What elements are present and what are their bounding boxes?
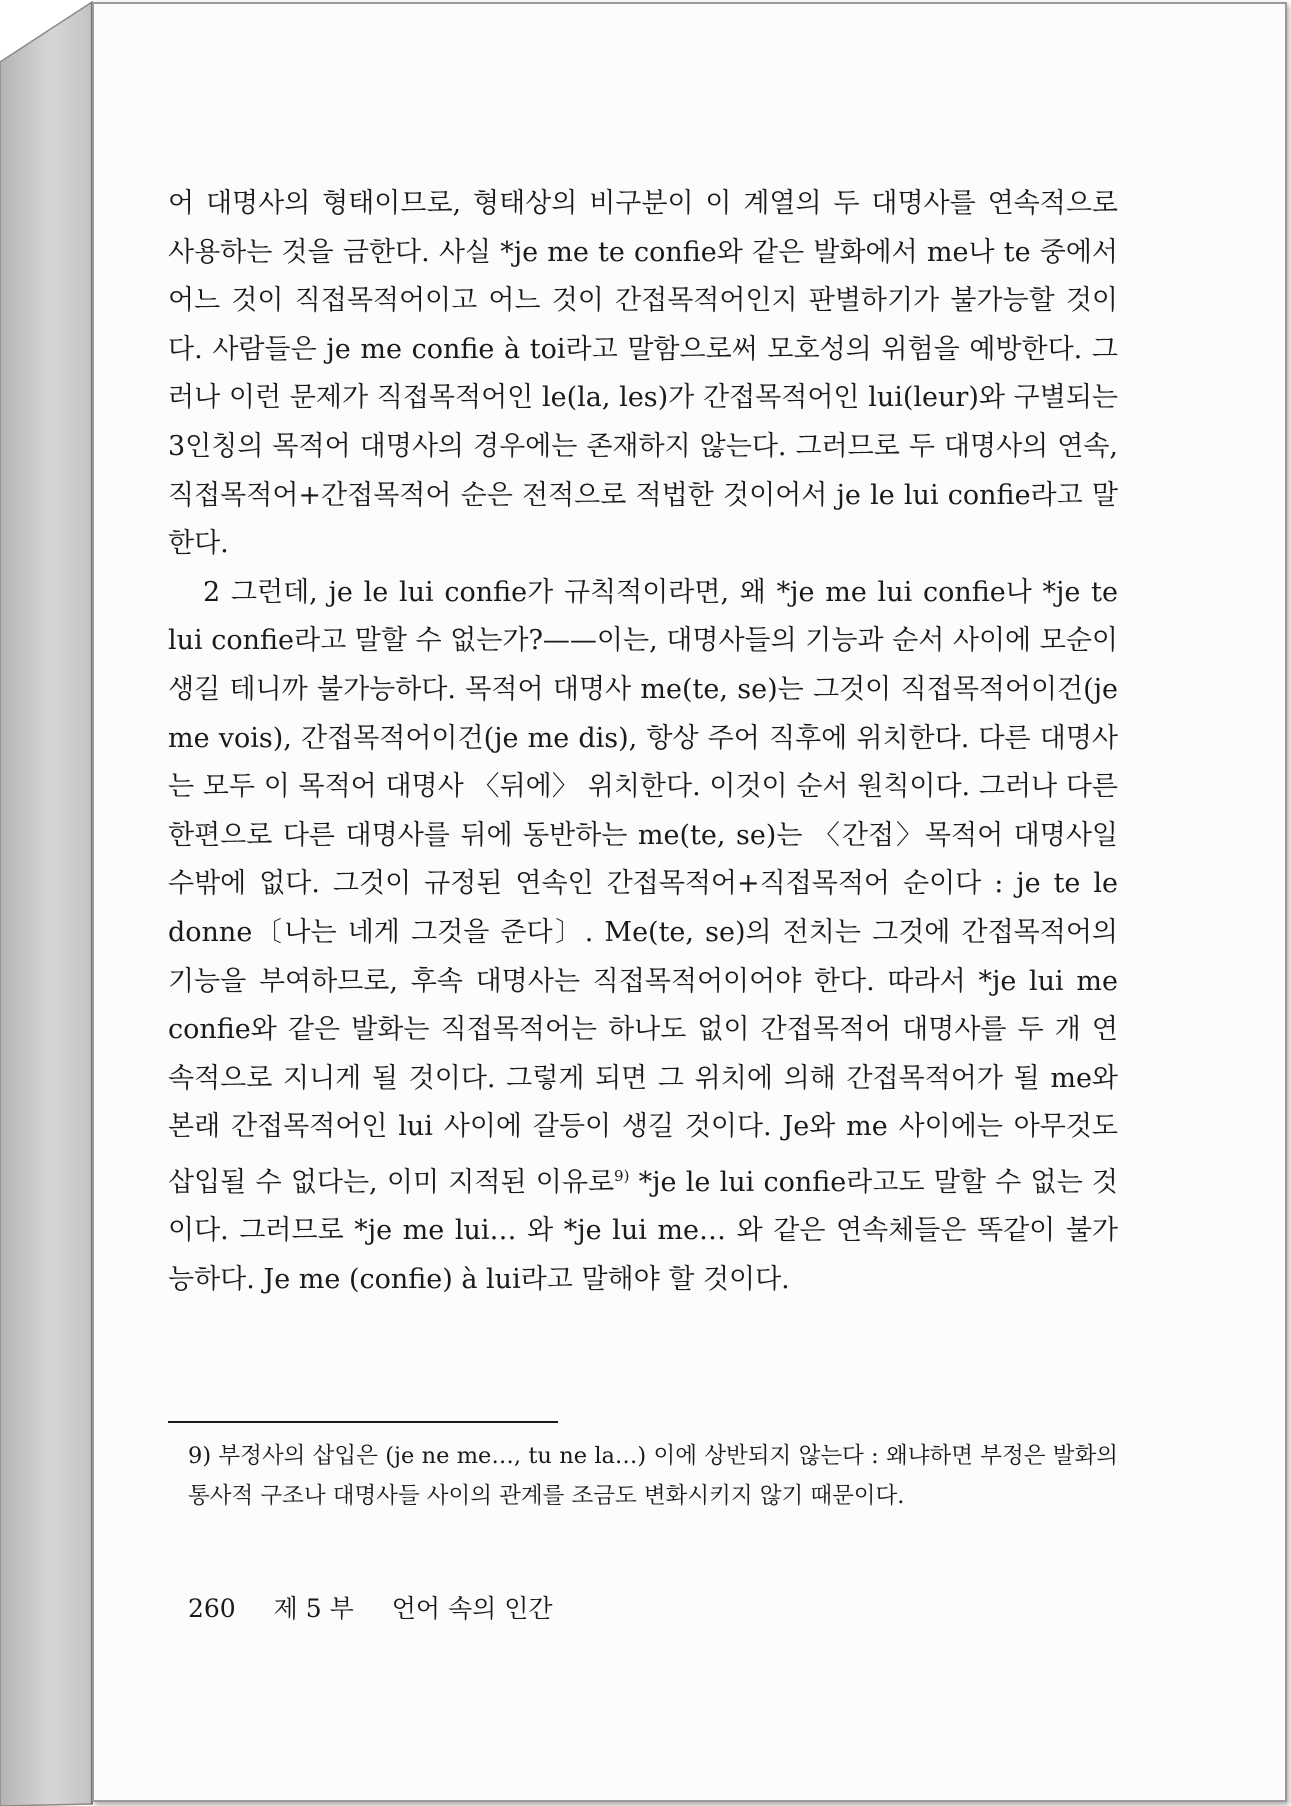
paragraph-1: 어 대명사의 형태이므로, 형태상의 비구분이 이 계열의 두 대명사를 연속적으로 사용하는 것을 금한다. 사실 *je me te confie와 같은 발화에서 me나 te 중에서 어느 것이 직접목적어이고 어느 것이 간접목적어인지 판별하기가 불가능할 것이다. 사람들은 je me confie à toi라고 말함으로써 모호성의 위험을 예방한다. 그러나 이런 문제가 직접목적어인 le(la, les)가 간접목적어인 lui(leur)와 구별되는 3인칭의 목적어 대명사의 경우에는 존재하지 않는다. 그러므로 두 대명사의 연속, 직접목적어+간접목적어 순은 전적으로 적법한 것이어서 je le lui confie라고 말한다. bbox=[168, 188, 1118, 560]
page-footer bbox=[188, 1591, 553, 1627]
footnote-divider bbox=[168, 1421, 558, 1423]
paragraph-2 bbox=[168, 569, 1118, 1305]
footnote-marker: 9) bbox=[188, 1443, 212, 1469]
part-label: 제 5 부 bbox=[273, 1594, 354, 1623]
running-title: 언어 속의 인간 bbox=[391, 1594, 553, 1623]
body-text bbox=[168, 180, 1118, 1305]
footnote-text: 부정사의 삽입은 (je ne me…, tu ne la…) 이에 상반되지 않는다 : 왜냐하면 부정은 발화의 통사적 구조나 대명사들 사이의 관계를 조금도 변화시키지 않기 때문이다. bbox=[188, 1443, 1118, 1509]
book-spine bbox=[0, 0, 95, 1806]
paragraph-2-text: 2 그런데, je le lui confie가 규칙적이라면, 왜 *je me lui confie나 *je te lui confie라고 말할 수 없는가?——이는, 대명사들의 기능과 순서 사이에 모순이 생길 테니까 불가능하다. 목적어 대명사 me(te, se)는 그것이 직접목적어이건(je me vois), 간접목적어이건(je me dis), 항상 주어 직후에 위치한다. 다른 대명사는 모두 이 목적어 대명사 〈뒤에〉 위치한다. 이것이 순서 원칙이다. 그러나 다른 한편으로 다른 대명사를 뒤에 동반하는 me(te, se)는 〈간접〉목적어 대명사일 수밖에 없다. 그것이 규정된 연속인 간접목적어+직접목적어 순이다 : je te le donne〔나는 네게 그것을 준다〕. Me(te, se)의 전치는 그것에 간접목적어의 기능을 부여하므로, 후속 대명사는 직접목적어이어야 한다. 따라서 *je lui me confie와 같은 발화는 직접목적어는 하나도 없이 간접목적어 대명사를 두 개 연속적으로 지니게 될 것이다. 그렇게 되면 그 위치에 의해 간접목적어가 될 me와 본래 간접목적어인 lui 사이에 갈등이 생길 것이다. Je와 me 사이에는 아무것도 삽입될 수 없다는, 이미 지적된 이유로 bbox=[168, 576, 1118, 1198]
footnote bbox=[188, 1436, 1118, 1516]
page-number: 260 bbox=[188, 1594, 236, 1623]
paragraph-2-continued: *je le lui confie라고도 말할 수 없는 것이다. 그러므로 *je me lui… 와 *je lui me… 와 같은 연속체들은 똑같이 불가능하다. Je me (confie) à lui라고 말해야 할 것이다. bbox=[168, 1166, 1118, 1296]
footnote-reference: 9) bbox=[614, 1166, 630, 1185]
